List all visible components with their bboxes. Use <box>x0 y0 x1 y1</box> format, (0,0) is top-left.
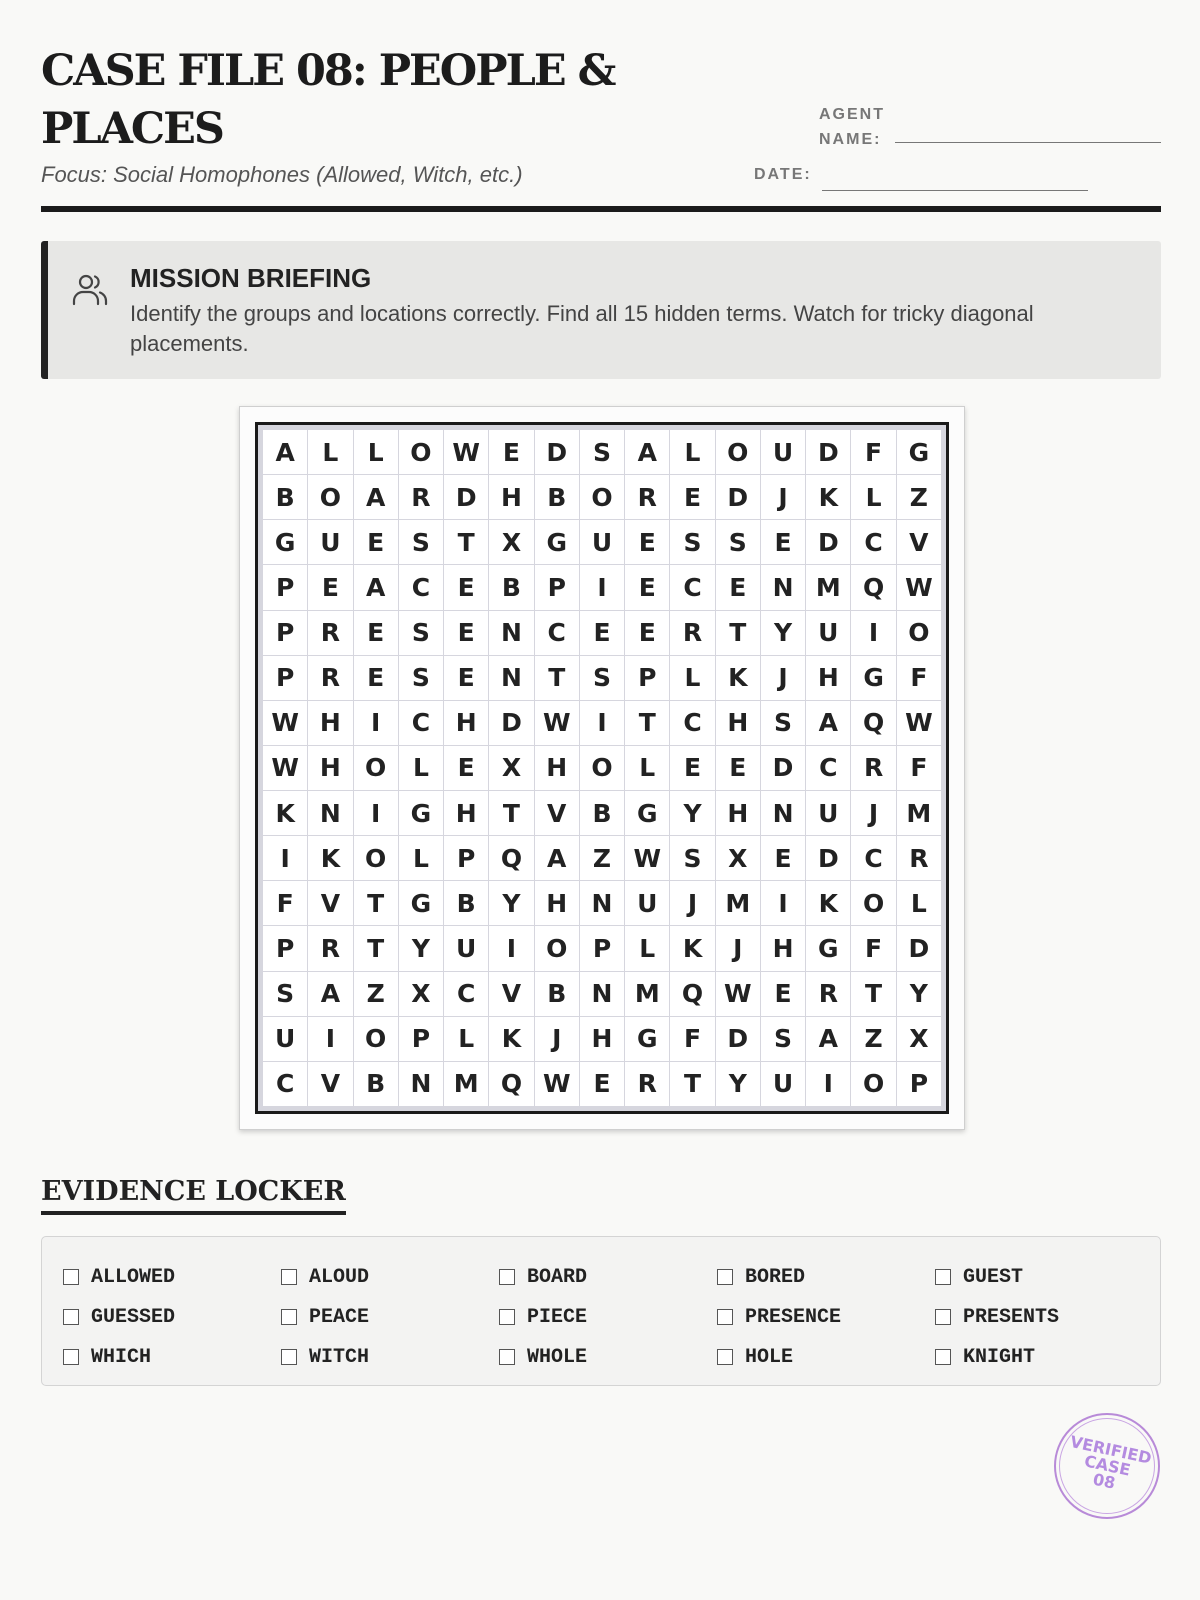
grid-cell[interactable]: E <box>625 565 669 609</box>
grid-cell[interactable]: J <box>851 791 895 835</box>
word-label: HOLE <box>745 1345 794 1369</box>
grid-cell[interactable]: E <box>670 475 714 519</box>
grid-cell[interactable]: P <box>263 656 307 700</box>
grid-cell[interactable]: C <box>535 611 579 655</box>
grid-cell[interactable]: G <box>535 520 579 564</box>
grid-cell[interactable]: S <box>761 701 805 745</box>
grid-cell[interactable]: E <box>444 565 488 609</box>
grid-cell[interactable]: D <box>716 475 760 519</box>
grid-cell[interactable]: H <box>716 791 760 835</box>
grid-cell[interactable]: F <box>851 430 895 474</box>
grid-cell[interactable]: R <box>308 926 352 970</box>
grid-cell[interactable]: L <box>670 430 714 474</box>
grid-cell[interactable]: Q <box>489 1062 533 1106</box>
grid-cell[interactable]: U <box>444 926 488 970</box>
word-item <box>63 1257 281 1297</box>
grid-cell[interactable]: K <box>263 791 307 835</box>
grid-cell[interactable]: M <box>444 1062 488 1106</box>
grid-cell[interactable]: J <box>670 881 714 925</box>
grid-cell[interactable]: L <box>399 746 443 790</box>
grid-cell[interactable]: P <box>625 656 669 700</box>
word-checkbox[interactable] <box>935 1269 951 1285</box>
grid-cell[interactable]: E <box>716 565 760 609</box>
header <box>41 42 1161 212</box>
grid-cell[interactable]: E <box>761 520 805 564</box>
grid-cell[interactable]: H <box>716 701 760 745</box>
word-item <box>499 1297 717 1337</box>
grid-cell[interactable]: H <box>308 701 352 745</box>
grid-cell[interactable]: Q <box>489 836 533 880</box>
letter-grid <box>263 430 941 1106</box>
grid-cell[interactable]: S <box>761 1017 805 1061</box>
grid-cell[interactable]: H <box>489 475 533 519</box>
grid-cell[interactable]: U <box>761 1062 805 1106</box>
grid-cell[interactable]: A <box>535 836 579 880</box>
word-label: PEACE <box>309 1305 370 1329</box>
grid-cell[interactable]: Y <box>489 881 533 925</box>
grid-cell[interactable]: A <box>308 972 352 1016</box>
grid-cell[interactable]: W <box>897 565 941 609</box>
word-search-frame <box>255 422 949 1114</box>
grid-cell[interactable]: O <box>308 475 352 519</box>
grid-cell[interactable]: L <box>851 475 895 519</box>
grid-cell[interactable]: V <box>308 881 352 925</box>
grid-cell[interactable]: L <box>444 1017 488 1061</box>
grid-cell[interactable]: E <box>625 520 669 564</box>
word-label: GUESSED <box>91 1305 176 1329</box>
grid-cell[interactable]: S <box>263 972 307 1016</box>
word-label: PRESENCE <box>745 1305 842 1329</box>
grid-cell[interactable]: G <box>399 881 443 925</box>
word-checkbox[interactable] <box>281 1309 297 1325</box>
date-field[interactable] <box>822 190 1088 191</box>
grid-cell[interactable]: A <box>354 565 398 609</box>
grid-cell[interactable]: J <box>761 475 805 519</box>
grid-cell[interactable]: I <box>580 565 624 609</box>
grid-cell[interactable]: E <box>354 656 398 700</box>
grid-cell[interactable]: E <box>308 565 352 609</box>
grid-cell[interactable]: K <box>716 656 760 700</box>
grid-cell[interactable]: G <box>625 1017 669 1061</box>
grid-cell[interactable]: D <box>897 926 941 970</box>
grid-cell[interactable]: H <box>444 791 488 835</box>
grid-cell[interactable]: K <box>489 1017 533 1061</box>
grid-cell[interactable]: R <box>851 746 895 790</box>
grid-cell[interactable]: O <box>851 881 895 925</box>
grid-cell[interactable]: K <box>806 881 850 925</box>
grid-cell[interactable]: H <box>761 926 805 970</box>
grid-cell[interactable]: W <box>716 972 760 1016</box>
grid-cell[interactable]: F <box>897 656 941 700</box>
grid-cell[interactable]: D <box>806 430 850 474</box>
grid-cell[interactable]: I <box>580 701 624 745</box>
grid-cell[interactable]: R <box>399 475 443 519</box>
grid-cell[interactable]: R <box>308 611 352 655</box>
grid-cell[interactable]: R <box>670 611 714 655</box>
grid-cell[interactable]: T <box>716 611 760 655</box>
word-checkbox[interactable] <box>63 1269 79 1285</box>
grid-cell[interactable]: C <box>851 520 895 564</box>
word-checkbox[interactable] <box>935 1309 951 1325</box>
grid-cell[interactable]: Z <box>851 1017 895 1061</box>
grid-cell[interactable]: P <box>263 926 307 970</box>
stamp-text: VERIFIED CASE 08 <box>1068 1431 1153 1493</box>
stamp-ring <box>1059 1418 1155 1514</box>
word-checkbox[interactable] <box>499 1309 515 1325</box>
word-item <box>717 1257 935 1297</box>
grid-cell[interactable]: C <box>851 836 895 880</box>
grid-cell[interactable]: G <box>263 520 307 564</box>
grid-cell[interactable]: V <box>489 972 533 1016</box>
grid-cell[interactable]: W <box>263 701 307 745</box>
grid-cell[interactable]: E <box>670 746 714 790</box>
grid-cell[interactable]: L <box>897 881 941 925</box>
page-subtitle: Focus: Social Homophones (Allowed, Witch, etc.) <box>41 162 523 187</box>
grid-cell[interactable]: P <box>897 1062 941 1106</box>
grid-cell[interactable]: N <box>580 881 624 925</box>
grid-cell[interactable]: B <box>354 1062 398 1106</box>
grid-cell[interactable]: I <box>308 1017 352 1061</box>
evidence-locker <box>41 1236 1161 1386</box>
grid-cell[interactable]: U <box>806 611 850 655</box>
word-label: GUEST <box>963 1265 1024 1289</box>
grid-cell[interactable]: Y <box>399 926 443 970</box>
grid-cell[interactable]: Q <box>851 701 895 745</box>
grid-cell[interactable]: G <box>851 656 895 700</box>
grid-cell[interactable]: O <box>535 926 579 970</box>
grid-cell[interactable]: E <box>354 520 398 564</box>
grid-cell[interactable]: L <box>354 430 398 474</box>
verified-stamp <box>1054 1413 1160 1519</box>
users-icon <box>70 269 110 309</box>
grid-cell[interactable]: L <box>399 836 443 880</box>
grid-cell[interactable]: N <box>308 791 352 835</box>
grid-cell[interactable]: S <box>399 611 443 655</box>
grid-cell[interactable]: W <box>625 836 669 880</box>
grid-cell[interactable]: P <box>399 1017 443 1061</box>
briefing-text: Identify the groups and locations correctly. Find all 15 hidden terms. Watch for tricky diagonal placements. <box>130 301 1034 356</box>
grid-cell[interactable]: O <box>399 430 443 474</box>
grid-cell[interactable]: A <box>625 430 669 474</box>
grid-cell[interactable]: D <box>716 1017 760 1061</box>
grid-cell[interactable]: U <box>263 1017 307 1061</box>
worksheet-page <box>41 0 1161 1600</box>
grid-cell[interactable]: X <box>399 972 443 1016</box>
grid-cell[interactable]: Z <box>354 972 398 1016</box>
word-checkbox[interactable] <box>281 1349 297 1365</box>
grid-cell[interactable]: T <box>625 701 669 745</box>
grid-cell[interactable]: V <box>308 1062 352 1106</box>
grid-cell[interactable]: P <box>263 565 307 609</box>
word-checkbox[interactable] <box>499 1349 515 1365</box>
grid-cell[interactable]: F <box>851 926 895 970</box>
grid-cell[interactable]: F <box>897 746 941 790</box>
word-item <box>281 1257 499 1297</box>
grid-cell[interactable]: O <box>354 1017 398 1061</box>
grid-cell[interactable]: A <box>263 430 307 474</box>
grid-cell[interactable]: D <box>806 520 850 564</box>
word-item <box>935 1297 1153 1337</box>
grid-cell[interactable]: H <box>444 701 488 745</box>
grid-cell[interactable]: R <box>806 972 850 1016</box>
grid-cell[interactable]: J <box>716 926 760 970</box>
grid-cell[interactable]: J <box>535 1017 579 1061</box>
grid-cell[interactable]: O <box>897 611 941 655</box>
grid-cell[interactable]: T <box>354 926 398 970</box>
grid-cell[interactable]: D <box>444 475 488 519</box>
grid-cell[interactable]: D <box>806 836 850 880</box>
grid-cell[interactable]: Y <box>761 611 805 655</box>
grid-cell[interactable]: Y <box>670 791 714 835</box>
grid-cell[interactable]: E <box>580 1062 624 1106</box>
grid-cell[interactable]: S <box>399 520 443 564</box>
grid-cell[interactable]: R <box>625 475 669 519</box>
grid-cell[interactable]: F <box>670 1017 714 1061</box>
grid-cell[interactable]: P <box>263 611 307 655</box>
grid-cell[interactable]: O <box>580 475 624 519</box>
grid-cell[interactable]: C <box>444 972 488 1016</box>
page-title: CASE FILE 08: PEOPLE & PLACES <box>41 46 615 154</box>
word-label: WITCH <box>309 1345 370 1369</box>
grid-cell[interactable]: G <box>806 926 850 970</box>
grid-cell[interactable]: E <box>489 430 533 474</box>
word-label: ALLOWED <box>91 1265 176 1289</box>
grid-cell[interactable]: M <box>806 565 850 609</box>
grid-cell[interactable]: X <box>489 746 533 790</box>
grid-cell[interactable]: H <box>535 881 579 925</box>
grid-cell[interactable]: U <box>761 430 805 474</box>
grid-cell[interactable]: R <box>897 836 941 880</box>
grid-cell[interactable]: T <box>851 972 895 1016</box>
grid-cell[interactable]: A <box>806 1017 850 1061</box>
grid-cell[interactable]: P <box>580 926 624 970</box>
word-item <box>717 1337 935 1377</box>
grid-cell[interactable]: C <box>670 701 714 745</box>
grid-cell[interactable]: W <box>535 701 579 745</box>
grid-cell[interactable]: I <box>354 791 398 835</box>
grid-cell[interactable]: T <box>670 1062 714 1106</box>
grid-cell[interactable]: O <box>851 1062 895 1106</box>
grid-cell[interactable]: T <box>535 656 579 700</box>
grid-cell[interactable]: N <box>489 611 533 655</box>
grid-cell[interactable]: B <box>580 791 624 835</box>
grid-cell[interactable]: K <box>670 926 714 970</box>
word-checkbox[interactable] <box>935 1349 951 1365</box>
grid-cell[interactable]: I <box>354 701 398 745</box>
word-item <box>63 1297 281 1337</box>
grid-cell[interactable]: W <box>263 746 307 790</box>
word-label: PRESENTS <box>963 1305 1060 1329</box>
grid-cell[interactable]: A <box>354 475 398 519</box>
grid-cell[interactable]: U <box>308 520 352 564</box>
grid-cell[interactable]: T <box>489 791 533 835</box>
grid-cell[interactable]: E <box>716 746 760 790</box>
grid-cell[interactable]: O <box>354 836 398 880</box>
grid-cell[interactable]: O <box>716 430 760 474</box>
grid-cell[interactable]: B <box>535 475 579 519</box>
grid-cell[interactable]: R <box>625 1062 669 1106</box>
grid-cell[interactable]: I <box>761 881 805 925</box>
word-search-puzzle <box>239 406 965 1130</box>
grid-cell[interactable]: O <box>580 746 624 790</box>
grid-cell[interactable]: B <box>263 475 307 519</box>
grid-cell[interactable]: K <box>308 836 352 880</box>
grid-cell[interactable]: S <box>670 836 714 880</box>
agent-name-label: AGENT NAME: <box>819 106 885 148</box>
word-checkbox[interactable] <box>63 1309 79 1325</box>
grid-cell[interactable]: H <box>580 1017 624 1061</box>
evidence-locker-title: EVIDENCE LOCKER <box>41 1176 346 1215</box>
grid-cell[interactable]: W <box>897 701 941 745</box>
briefing-heading: MISSION BRIEFING <box>130 263 372 293</box>
grid-cell[interactable]: H <box>806 656 850 700</box>
grid-cell[interactable]: E <box>354 611 398 655</box>
grid-cell[interactable]: E <box>444 746 488 790</box>
grid-cell[interactable]: I <box>263 836 307 880</box>
grid-cell[interactable]: Q <box>851 565 895 609</box>
word-item <box>63 1337 281 1377</box>
grid-cell[interactable]: N <box>761 791 805 835</box>
grid-cell[interactable]: J <box>761 656 805 700</box>
grid-cell[interactable]: T <box>444 520 488 564</box>
grid-cell[interactable]: V <box>897 520 941 564</box>
grid-cell[interactable]: E <box>444 611 488 655</box>
grid-cell[interactable]: O <box>354 746 398 790</box>
grid-cell[interactable]: U <box>625 881 669 925</box>
grid-cell[interactable]: K <box>806 475 850 519</box>
grid-cell[interactable]: S <box>580 656 624 700</box>
grid-cell[interactable]: L <box>308 430 352 474</box>
word-label: WHOLE <box>527 1345 588 1369</box>
word-item <box>717 1297 935 1337</box>
grid-cell[interactable]: C <box>670 565 714 609</box>
grid-cell[interactable]: I <box>851 611 895 655</box>
grid-cell[interactable]: G <box>399 791 443 835</box>
word-label: ALOUD <box>309 1265 370 1289</box>
grid-cell[interactable]: N <box>399 1062 443 1106</box>
grid-cell[interactable]: B <box>489 565 533 609</box>
grid-cell[interactable]: E <box>580 611 624 655</box>
grid-cell[interactable]: H <box>308 746 352 790</box>
grid-cell[interactable]: C <box>263 1062 307 1106</box>
grid-cell[interactable]: E <box>625 611 669 655</box>
grid-cell[interactable]: C <box>806 746 850 790</box>
grid-cell[interactable]: W <box>535 1062 579 1106</box>
grid-cell[interactable]: W <box>444 430 488 474</box>
grid-cell[interactable]: R <box>308 656 352 700</box>
grid-cell[interactable]: T <box>354 881 398 925</box>
grid-cell[interactable]: I <box>806 1062 850 1106</box>
word-label: BOARD <box>527 1265 588 1289</box>
grid-cell[interactable]: M <box>897 791 941 835</box>
word-item <box>281 1337 499 1377</box>
grid-cell[interactable]: Z <box>580 836 624 880</box>
grid-cell[interactable]: N <box>489 656 533 700</box>
grid-cell[interactable]: Y <box>716 1062 760 1106</box>
grid-cell[interactable]: X <box>489 520 533 564</box>
word-checkbox[interactable] <box>281 1269 297 1285</box>
word-item <box>935 1337 1153 1377</box>
grid-cell[interactable]: N <box>580 972 624 1016</box>
grid-cell[interactable]: Z <box>897 475 941 519</box>
grid-cell[interactable]: F <box>263 881 307 925</box>
mission-briefing <box>41 241 1161 379</box>
word-label: KNIGHT <box>963 1345 1036 1369</box>
grid-cell[interactable]: U <box>580 520 624 564</box>
grid-cell[interactable]: C <box>399 701 443 745</box>
word-item <box>499 1257 717 1297</box>
grid-cell[interactable]: P <box>535 565 579 609</box>
word-checkbox[interactable] <box>499 1269 515 1285</box>
grid-cell[interactable]: Q <box>670 972 714 1016</box>
grid-cell[interactable]: B <box>535 972 579 1016</box>
grid-cell[interactable]: C <box>399 565 443 609</box>
grid-cell[interactable]: X <box>897 1017 941 1061</box>
word-checkbox[interactable] <box>717 1309 733 1325</box>
word-checkbox[interactable] <box>717 1349 733 1365</box>
grid-cell[interactable]: B <box>444 881 488 925</box>
agent-name-field[interactable] <box>895 142 1161 143</box>
grid-cell[interactable]: S <box>670 520 714 564</box>
word-label: WHICH <box>91 1345 152 1369</box>
word-checkbox[interactable] <box>717 1269 733 1285</box>
grid-cell[interactable]: M <box>716 881 760 925</box>
grid-cell[interactable]: E <box>444 656 488 700</box>
grid-cell[interactable]: A <box>806 701 850 745</box>
grid-cell[interactable]: N <box>761 565 805 609</box>
grid-cell[interactable]: X <box>716 836 760 880</box>
grid-cell[interactable]: S <box>716 520 760 564</box>
word-checkbox[interactable] <box>63 1349 79 1365</box>
word-item <box>499 1337 717 1377</box>
grid-cell[interactable]: L <box>625 746 669 790</box>
grid-cell[interactable]: M <box>625 972 669 1016</box>
grid-cell[interactable]: I <box>489 926 533 970</box>
grid-cell[interactable]: H <box>535 746 579 790</box>
grid-cell[interactable]: S <box>399 656 443 700</box>
grid-cell[interactable]: D <box>535 430 579 474</box>
grid-cell[interactable]: G <box>897 430 941 474</box>
date-label: DATE: <box>754 166 812 183</box>
grid-cell[interactable]: D <box>761 746 805 790</box>
grid-cell[interactable]: L <box>670 656 714 700</box>
grid-cell[interactable]: Y <box>897 972 941 1016</box>
word-list <box>63 1257 1153 1377</box>
word-label: PIECE <box>527 1305 588 1329</box>
grid-cell[interactable]: V <box>535 791 579 835</box>
grid-cell[interactable]: U <box>806 791 850 835</box>
grid-cell[interactable]: L <box>625 926 669 970</box>
word-label: BORED <box>745 1265 806 1289</box>
grid-cell[interactable]: E <box>761 836 805 880</box>
grid-cell[interactable]: E <box>761 972 805 1016</box>
grid-cell[interactable]: S <box>580 430 624 474</box>
grid-cell[interactable]: P <box>444 836 488 880</box>
grid-cell[interactable]: G <box>625 791 669 835</box>
grid-cell[interactable]: D <box>489 701 533 745</box>
word-item <box>281 1297 499 1337</box>
word-item <box>935 1257 1153 1297</box>
